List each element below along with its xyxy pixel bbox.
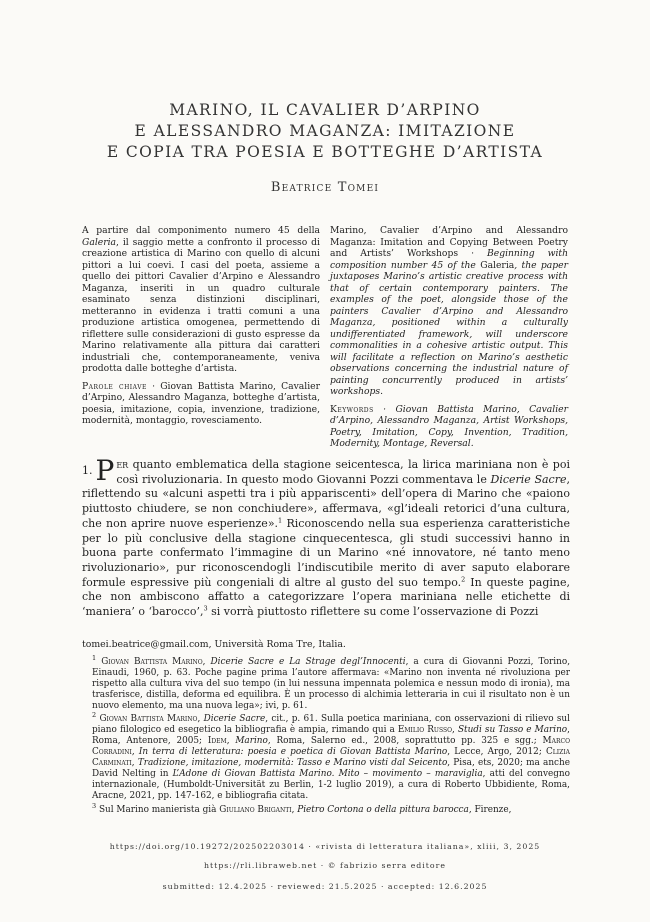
keywords-english: Keywords · Giovan Battista Marino, Cavalier d’Arpino, Alessandro Maganza, Artist Workshops, Poetry, Imitation, Copy, Invention, Tradition, Modernity, Montage, Reversal. — [330, 403, 568, 449]
section-number: 1. — [82, 464, 93, 477]
footnote-ref[interactable]: 2 — [461, 574, 466, 583]
abstract-english — [330, 225, 568, 450]
author-name: Beatrice Tomei — [270, 180, 380, 195]
title-line: E ALESSANDRO MAGANZA: IMITAZIONE — [134, 122, 516, 140]
footnote-1: $^1$ Giovan Battista Marino, Dicerie Sacre e La Strage degl’Innocenti, a cura di Giovanni Pozzi, Torino, Einaudi, 1960, p. 63. Poche pagine prima l’autore affermava: «Marino non inventa né rivoluziona per rispetto alla cultura viva del suo tempo (in lui nessuna impennata polemica e nessun modo di ironia), ma trasferisce, distilla, deforma ed equilibra. È un processo di alchimia letteraria in cui il risultato non è un nuovo elemento, ma una nuova lega»; ivi, p. 61. — [92, 653, 571, 711]
abstract-italian — [82, 225, 320, 427]
body-text: 1. P er quanto emblematica della stagione seicentesca, la lirica mariniana non è poi così rivoluzionaria. In questo modo Giovanni Pozzi commentava le Dicerie Sacre, riflettendo su «alcuni aspetti tra i più appariscenti» dell’opera di Marino che «paiono piuttosto chiudere, se non conchiudere», affermava, «gl’ideali retorici d’una cultura, che non aprire nuove esperienze».$^1$ Riconoscendo nella sua esperienza caratteristiche per lo più conclusive della stagione cinquecentesca, gli studi successivi hanno in buona parte confermato l’immagine di un Marino «né innovatore, né tanto meno rivoluzionario», pur riconoscendogli l’indiscutibile merito di aver saputo elaborare formule espressive più congeniali di altre al gusto del suo tempo.$^2$ In queste pagine, che non ambiscono affatto a categorizzare l’opera mariniana nelle etichette di ‘maniera’ o ‘barocco’,$^3$ si vorrà piuttosto riflettere su come l’osservazione di Pozzi — [82, 454, 570, 619]
footnote-ref[interactable]: 3 — [203, 604, 208, 613]
footnote-ref[interactable]: 1 — [278, 516, 283, 525]
keywords-italian: Parole chiave · Giovan Battista Marino, Cavalier d’Arpino, Alessandro Maganza, botteghe d’artista, poesia, imitazione, copia, invenzione, tradizione, modernità, montaggio, rovesciamento. — [82, 380, 320, 426]
dates-line: submitted: 12.4.2025 · reviewed: 21.5.2025 · accepted: 12.6.2025 — [162, 882, 488, 891]
title-line: E COPIA TRA POESIA E BOTTEGHE D’ARTISTA — [106, 143, 544, 161]
article-title — [60, 100, 590, 163]
footnote-3: $^3$ Sul Marino manierista già Giuliano Briganti, Pietro Cortona o della pittura barocca, Firenze, — [92, 801, 512, 815]
publisher-line[interactable]: https://rli.libraweb.net · © fabrizio serra editore — [204, 861, 446, 870]
abstract-en-text: Marino, Cavalier d’Arpino and Alessandro Maganza: Imitation and Copying Between Poetry and Artists’ Workshops · Beginning with composition number 45 of the Galeria, the paper juxtaposes Marino’s artistic creative process with that of certain contemporary painters. The examples of the poet, alongside those of the painters Cavalier d’Arpino and Alessandro Maganza, positioned within a culturally undifferentiated framework, will underscore commonalities in a cohesive artistic output. This will facilitate a reflection on Marino’s aesthetic observations concerning the industrial nature of painting concurrently produced in artists’ workshops. — [330, 225, 568, 397]
title-line: MARINO, IL CAVALIER D’ARPINO — [169, 101, 481, 119]
doi-line[interactable]: https://doi.org/10.19272/202502203014 · «rivista di letteratura italiana», xliii, 3, 2025 — [109, 842, 541, 851]
footnote-2: $^2$ Giovan Battista Marino, Dicerie Sacre, cit., p. 61. Sulla poetica mariniana, con osservazioni di rilievo sul piano filologico ed esegetico la bibliografia è ampia, rimando qui a Emilio Russo, Studi su Tasso e Marino, Roma, Antenore, 2005; Idem, Marino, Roma, Salerno ed., 2008, soprattutto pp. 325 e sgg.; Marco Corradini, In terra di letteratura: poesia e poetica di Giovan Battista Marino, Lecce, Argo, 2012; Clizia Carminati, Tradizione, imitazione, modernità: Tasso e Marino visti dal Seicento, Pisa, ets, 2020; ma anche David Nelting in L’Adone di Giovan Battista Marino. Mito – movimento – maraviglia, atti del convegno internazionale, (Humboldt-Universität zu Berlin, 1-2 luglio 2019), a cura di Roberto Ubbidiente, Roma, Aracne, 2021, pp. 147-162, e bibliografia citata. — [92, 711, 570, 801]
abstract-it-text: A partire dal componimento numero 45 della Galeria, il saggio mette a confronto il processo di creazione artistica di Marino con quello di alcuni pittori a lui coevi. I casi del poeta, assieme a quello dei pittori Cavalier d’Arpino e Alessandro Maganza, inseriti in un quadro culturale esaminato senza distinzioni disciplinari, metteranno in evidenza i tratti comuni a una produzione artistica omogenea, permettendo di riflettere sulle considerazioni di gusto espresse da Marino relativamente alla pittura dai caratteri industriali che, contemporaneamente, veniva prodotta dalle botteghe d’artista. — [82, 225, 320, 374]
author-email[interactable]: tomei.beatrice@gmail.com, Università Roma Tre, Italia. — [82, 639, 346, 650]
footnotes — [82, 640, 570, 819]
drop-cap: P — [95, 454, 115, 487]
